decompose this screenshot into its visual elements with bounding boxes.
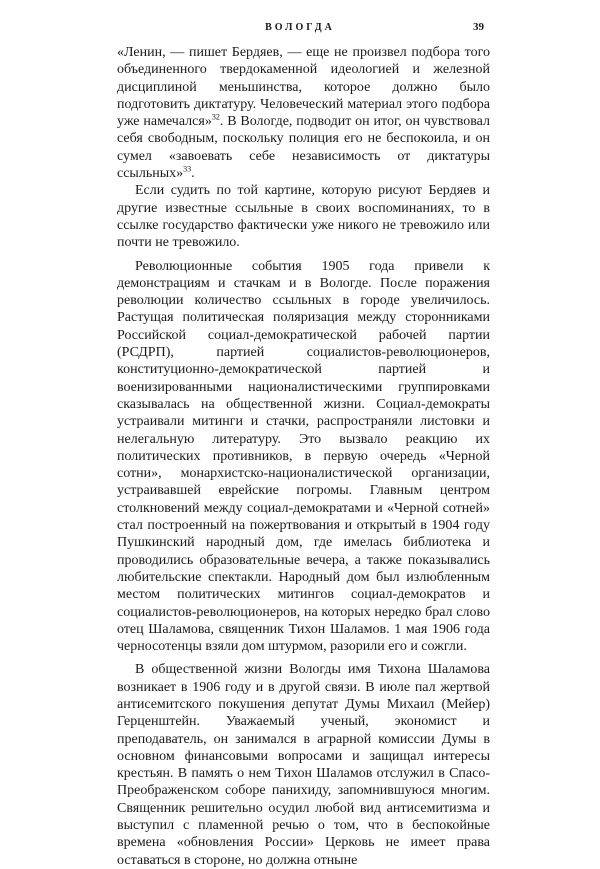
paragraph-1-continuation: . В Вологде, подводит он итог, он чувствовал себя свободным, поскольку полиция его не беспокоила, и он сумел «завоевать себе независимость от диктатуры ссыльных» <box>117 114 490 182</box>
running-title: ВОЛОГДА <box>265 22 335 33</box>
paragraph-1 <box>117 44 490 182</box>
footnote-ref-32: 32 <box>211 112 220 122</box>
page-header <box>0 20 600 38</box>
footnote-ref-33: 33 <box>183 164 192 174</box>
paragraph-2: Если судить по той картине, которую рисуют Бердяев и другие известные ссыльные в своих воспоминаниях, то в ссылке государство фактически уже никого не тревожило или почти не тревожило. <box>117 183 490 251</box>
paragraph-3: Революционные события 1905 года привели к демонстрациям и стачкам и в Вологде. После поражения революции количество ссыльных в городе увеличилось. Растущая политическая поляризация между сторонниками Российской социал-демократической рабочей партии (РСДРП), партией социалистов-революционеров, конституционно-демократической партией и военизированными националистическими группировками сказывалась на общественной жизни. Социал-демократы устраивали митинги и стачки, распространяли листовки и нелегальную литературу. Это вызвало реакцию их политических противников, в первую очередь «Черной сотни», монархистско-националистической организации, устраивавшей еврейские погромы. Главным центром столкновений между социал-демократами и «Черной сотней» стал построенный на пожертвования и открытый в 1904 году Пушкинский народный дом, где имелась библиотека и проводились образовательные вечера, а также показывались любительские спектакли. Народный дом был излюбленным местом политических митингов социал-демократов и социалистов-революционеров, на которых нередко брал слово отец Шаламова, священник Тихон Шаламов. 1 мая 1906 года черносотенцы взяли дом штурмом, разорили его и сожгли. <box>117 258 490 655</box>
body-text <box>117 44 490 869</box>
paragraph-4: В общественной жизни Вологды имя Тихона Шаламова возникает в 1906 году и в другой связи. В июле пал жертвой антисемитского покушения депутат Думы Михаил (Мейер) Герценштейн. Уважаемый ученый, экономист и преподаватель, он занимался в аграрной комиссии Думы в основном финансовыми вопросами и защищал интересы крестьян. В память о нем Тихон Шаламов отслужил в Спасо-Преображенском соборе панихиду, запомнившуюся многим. Священник решительно осудил любой вид антисемитизма и выступил с пламенной речью о том, что в беспокойные времена «обновления России» Церковь не имеет права оставаться в стороне, но должна отныне <box>117 662 490 868</box>
paragraph-1-ending: . <box>191 166 195 182</box>
paragraph-1-text: «Ленин, — пишет Бердяев, — еще не произвел подбора того объединенного твердокаменной идеологией и железной дисциплиной меньшинства, которое должно было подготовить диктатуру. Человеческий материал этого подбора уже намечался» <box>117 45 490 130</box>
page-number: 39 <box>473 21 484 33</box>
